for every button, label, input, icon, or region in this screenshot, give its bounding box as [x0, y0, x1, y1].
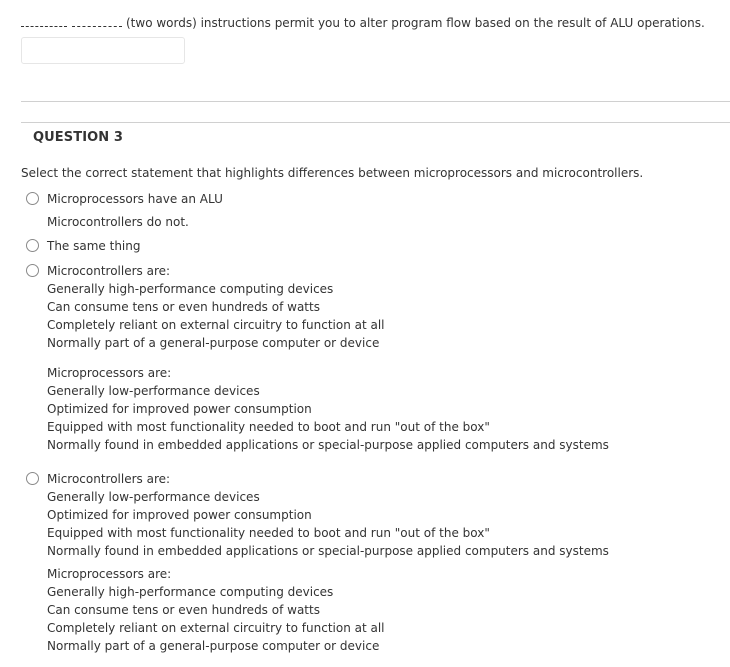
- option-line: Normally found in embedded applications or special-purpose applied computers and systems: [47, 544, 609, 558]
- option-line: Normally found in embedded applications or special-purpose applied computers and systems: [47, 438, 609, 452]
- option-2-label: [47, 237, 141, 255]
- option-3-label: [47, 262, 609, 454]
- divider: [21, 122, 730, 123]
- option-line: Normally part of a general-purpose computer or device: [47, 336, 380, 350]
- blank-1: [21, 14, 67, 27]
- question-prompt: Select the correct statement that highlights differences between microprocessors and microcontrollers.: [21, 166, 644, 180]
- option-line: Generally high-performance computing devices: [47, 585, 334, 599]
- option-line: Microcontrollers do not.: [47, 215, 189, 229]
- option-line: Can consume tens or even hundreds of watts: [47, 300, 320, 314]
- fill-in-prompt-text: (two words) instructions permit you to alter program flow based on the result of ALU operations.: [126, 16, 705, 30]
- line-gap: [47, 352, 609, 364]
- option-line: Equipped with most functionality needed to boot and run "out of the box": [47, 526, 490, 540]
- answer-input[interactable]: [21, 37, 185, 64]
- option-line: Generally low-performance devices: [47, 384, 260, 398]
- divider: [21, 101, 730, 102]
- option-line: Microprocessors are:: [47, 567, 172, 581]
- option-1-radio[interactable]: [26, 192, 39, 205]
- option-4-radio[interactable]: [26, 472, 39, 485]
- option-line: Optimized for improved power consumption: [47, 508, 312, 522]
- option-line: Microprocessors are:: [47, 366, 172, 380]
- option-line: Generally low-performance devices: [47, 490, 260, 504]
- previous-question: [21, 14, 721, 32]
- option-line: Generally high-performance computing devices: [47, 282, 334, 296]
- option-line: Can consume tens or even hundreds of watts: [47, 603, 320, 617]
- option-line: Optimized for improved power consumption: [47, 402, 312, 416]
- option-3-radio[interactable]: [26, 264, 39, 277]
- fill-in-prompt: [21, 14, 721, 32]
- option-line: Completely reliant on external circuitry to function at all: [47, 621, 385, 635]
- blank-2: [72, 14, 122, 27]
- option-1-label: [47, 190, 223, 231]
- option-line: Microcontrollers are:: [47, 472, 171, 486]
- option-line: Equipped with most functionality needed to boot and run "out of the box": [47, 420, 490, 434]
- option-line: Microcontrollers are:: [47, 264, 171, 278]
- option-line: Normally part of a general-purpose computer or device: [47, 639, 380, 653]
- option-2-radio[interactable]: [26, 239, 39, 252]
- option-line: The same thing: [47, 239, 141, 253]
- option-4-label: [47, 470, 609, 655]
- option-line: Completely reliant on external circuitry to function at all: [47, 318, 385, 332]
- option-line: Microprocessors have an ALU: [47, 192, 223, 206]
- question-heading: QUESTION 3: [33, 130, 124, 145]
